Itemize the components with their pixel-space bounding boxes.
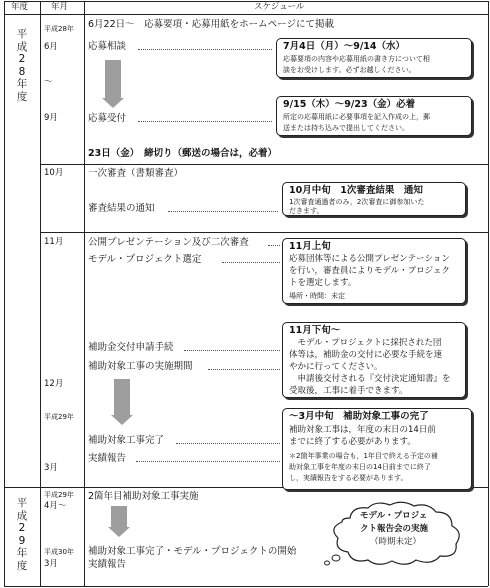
schedule-top-line: 6月22日～ 応募要項・応募用紙をホームページにて掲載 — [88, 19, 334, 30]
schedule-first-review: 一次審査（書類審査） — [88, 168, 184, 179]
completion-box-note3: し，実績報告をする必要があります。 — [289, 474, 408, 482]
leader-report — [136, 461, 280, 462]
leader-subsidy — [184, 350, 280, 351]
consult-box-line2: 談をお受けします。必ずお越しください。 — [283, 66, 416, 74]
month-h28: 平成28年 — [44, 25, 74, 33]
review-result-box — [282, 182, 466, 216]
col-divider-1 — [40, 1, 41, 586]
table-top-border — [4, 1, 488, 2]
leader-accept — [138, 121, 272, 122]
presentation-box-line3: トを選定します。 — [289, 278, 357, 288]
accept-box-line2: 送または持ち込みで提出してください。 — [283, 124, 409, 132]
completion-box-note1: ＊2箇年事業の場合も，1年目で終える予定の補 — [289, 452, 438, 460]
schedule-presentation: 公開プレゼンテーション及び二次審査 — [88, 237, 249, 248]
leader-presentation — [268, 245, 280, 246]
leader-work-done — [176, 443, 280, 444]
accept-box-title: 9/15（木）～9/23（金）必着 — [283, 99, 416, 110]
month-11: 11月 — [44, 237, 64, 247]
presentation-box-title: 11月上旬 — [289, 241, 331, 252]
month-h30: 平成30年 — [44, 548, 74, 556]
cloud-line1: モデル・プロジェ — [360, 511, 428, 521]
subsidy-box-line3: やかに行ってください。 — [289, 362, 383, 372]
schedule-work-period: 補助対象工事の実施期間 — [88, 361, 193, 372]
review-box-line1: 1次審査通過者のみ，2次審査に御参加いた — [289, 198, 425, 206]
table-right-border — [488, 1, 489, 586]
month-h29: 平成29年 — [44, 413, 74, 421]
schedule-second-year: 2箇年目補助対象工事実施 — [88, 491, 199, 502]
month-12: 12月 — [44, 379, 64, 389]
consult-box-title: 7月4日（月）～9/14（水） — [283, 41, 406, 52]
subsidy-box-line1: モデル・プロジェクトに採択された団 — [289, 338, 442, 348]
schedule-final-done: 補助対象工事完了・モデル・プロジェクトの開始 — [88, 546, 297, 557]
month-apr: 4月～ — [44, 501, 67, 511]
month-6: 6月 — [44, 42, 58, 52]
completion-box-note2: 助対象工事を年度の末日の14日前までに終了 — [289, 463, 431, 471]
schedule-consult: 応募相談 — [88, 41, 127, 52]
consult-period-box — [276, 38, 472, 78]
presentation-box-line1: 応募団体等による公開プレゼンテーション — [289, 254, 450, 264]
schedule-review-notice: 審査結果の通知 — [88, 203, 155, 214]
accept-box-line1: 所定の応募用紙に必要事項を記入作成の上，郵 — [283, 113, 430, 121]
table-left-border — [4, 1, 5, 586]
header-bottom-border — [4, 14, 488, 15]
subsidy-box-line4: 申請後交付される『交付決定通知書』を — [289, 374, 451, 384]
schedule-model-select: モデル・プロジェクト選定 — [88, 254, 202, 265]
completion-box-line2: までに終了する必要があります。 — [289, 437, 416, 447]
leader-review — [168, 211, 278, 212]
header-month: 年月 — [51, 2, 69, 12]
row-divider-nov — [40, 232, 488, 233]
table-bottom-border — [4, 586, 488, 587]
accept-period-box — [276, 96, 472, 136]
month-3: 3月 — [44, 463, 58, 473]
completion-box-title: ～3月中旬 補助対象工事の完了 — [289, 411, 429, 422]
month-9: 9月 — [44, 113, 58, 123]
presentation-box-line2: を行い，審査員によりモデル・プロジェク — [289, 266, 450, 276]
fiscal-year-h28: 平 成 2 8 年 度 — [16, 28, 28, 103]
consult-box-line1: 応募要項の内容や応募用紙の書き方について相 — [283, 55, 430, 63]
subsidy-box — [282, 322, 466, 398]
month-h29-apr-year: 平成29年 — [44, 491, 74, 499]
schedule-subsidy-apply: 補助金交付申請手続 — [88, 342, 174, 353]
fiscal-year-h29: 平 成 2 9 年 度 — [16, 497, 28, 572]
leader-work-period — [208, 369, 280, 370]
schedule-work-done: 補助対象工事完了 — [88, 435, 165, 446]
row-divider-oct — [40, 164, 488, 165]
header-schedule: スケジュール — [254, 2, 305, 12]
schedule-report: 実績報告 — [88, 453, 127, 464]
cloud-line3: （時期未定） — [370, 537, 422, 547]
subsidy-box-line2: 体等は，補助金の交付に必要な手続を速 — [289, 350, 443, 360]
presentation-box — [282, 238, 466, 304]
review-box-line2: だきます。 — [289, 207, 324, 215]
leader-model-select — [222, 262, 280, 263]
presentation-box-note: 場所・時間：未定 — [289, 292, 345, 300]
month-tilde: ～ — [44, 77, 53, 87]
col-divider-2 — [84, 1, 85, 586]
review-box-title: 10月中旬 1次審査結果 通知 — [289, 185, 423, 196]
leader-consult — [138, 49, 272, 50]
cloud-line2: クト報告会の実施 — [360, 524, 429, 534]
work-completion-box — [282, 408, 472, 490]
completion-box-line1: 補助対象工事は，年度の末日の14日前 — [289, 425, 436, 435]
schedule-deadline: 23日（金） 締切り（郵送の場合は，必着） — [88, 148, 277, 159]
header-fiscal-year: 年度 — [11, 2, 29, 12]
schedule-final-report: 実績報告 — [88, 559, 127, 570]
subsidy-box-title: 11月下旬～ — [289, 325, 341, 336]
subsidy-box-line5: 受取後，工事に着手できます。 — [289, 386, 408, 396]
schedule-accept: 応募受付 — [88, 113, 127, 124]
month-10: 10月 — [44, 168, 64, 178]
month-3b: 3月 — [44, 559, 58, 569]
